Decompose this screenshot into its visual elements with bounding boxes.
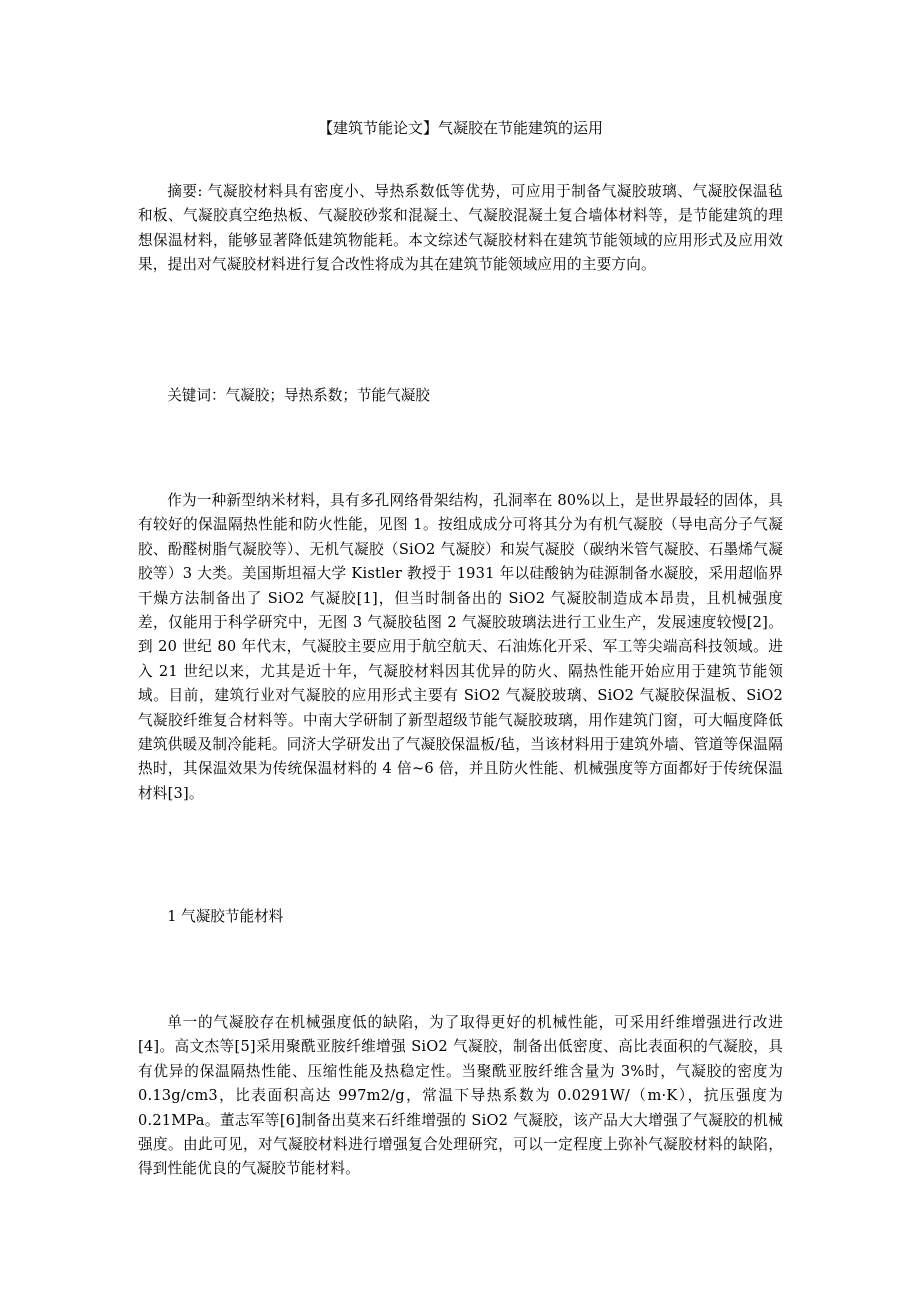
section-paragraph: 单一的气凝胶存在机械强度低的缺陷，为了取得更好的机械性能，可采用纤维增强进行改进[4]。高文杰等[5]采用聚酰亚胺纤维增强 SiO2 气凝胶，制备出低密度、高比表面积的气凝胶，具有优异的保温隔热性能、压缩性能及热稳定性。当聚酰亚胺纤维含量为 3%时，气凝胶的密度为 0.13g/cm3，比表面积高达 997m2/g，常温下导热系数为 0.0291W/（m·K），抗压强度为 0.21MPa。董志军等[6]制备出莫来石纤维增强的 SiO2 气凝胶，该产品大大增强了气凝胶的机械强度。由此可见，对气凝胶材料进行增强复合处理研究，可以一定程度上弥补气凝胶材料的缺陷，得到性能优良的气凝胶节能材料。 xyxy=(138,1014,783,1178)
document-title: 【建筑节能论文】气凝胶在节能建筑的运用 xyxy=(317,119,603,137)
keywords-line: 关键词：气凝胶；导热系数；节能气凝胶 xyxy=(167,387,430,404)
section-heading: 1 气凝胶节能材料 xyxy=(167,908,284,925)
abstract-paragraph: 摘要: 气凝胶材料具有密度小、导热系数低等优势，可应用于制备气凝胶玻璃、气凝胶保温毡和板、气凝胶真空绝热板、气凝胶砂浆和混凝土、气凝胶混凝土复合墙体材料等，是节能建筑的理想保温材料，能够显著降低建筑物能耗。本文综述气凝胶材料在建筑节能领域的应用形式及应用效果，提出对气凝胶材料进行复合改性将成为其在建筑节能领域应用的主要方向。 xyxy=(138,183,783,274)
intro-paragraph: 作为一种新型纳米材料，具有多孔网络骨架结构，孔洞率在 80%以上，是世界最轻的固体，具有较好的保温隔热性能和防火性能，见图 1。按组成成分可将其分为有机气凝胶（导电高分子气凝胶、酚醛树脂气凝胶等）、无机气凝胶（SiO2 气凝胶）和炭气凝胶（碳纳米管气凝胶、石墨烯气凝胶等）3 大类。美国斯坦福大学 Kistler 教授于 1931 年以硅酸钠为硅源制备水凝胶，采用超临界干燥方法制备出了 SiO2 气凝胶[1]，但当时制备出的 SiO2 气凝胶制造成本昂贵，且机械强度差，仅能用于科学研究中，无图 3 气凝胶毡图 2 气凝胶玻璃法进行工业生产，发展速度较慢[2]。到 20 世纪 80 年代末，气凝胶主要应用于航空航天、石油炼化开采、军工等尖端高科技领域。进入 21 世纪以来，尤其是近十年，气凝胶材料因其优异的防火、隔热性能开始应用于建筑节能领域。目前，建筑行业对气凝胶的应用形式主要有 SiO2 气凝胶玻璃、SiO2 气凝胶保温板、SiO2 气凝胶纤维复合材料等。中南大学研制了新型超级节能气凝胶玻璃，用作建筑门窗，可大幅度降低建筑供暖及制冷能耗。同济大学研发出了气凝胶保温板/毡，当该材料用于建筑外墙、管道等保温隔热时，其保温效果为传统保温材料的 4 倍~6 倍，并且防火性能、机械强度等方面都好于传统保温材料[3]。 xyxy=(138,492,783,802)
